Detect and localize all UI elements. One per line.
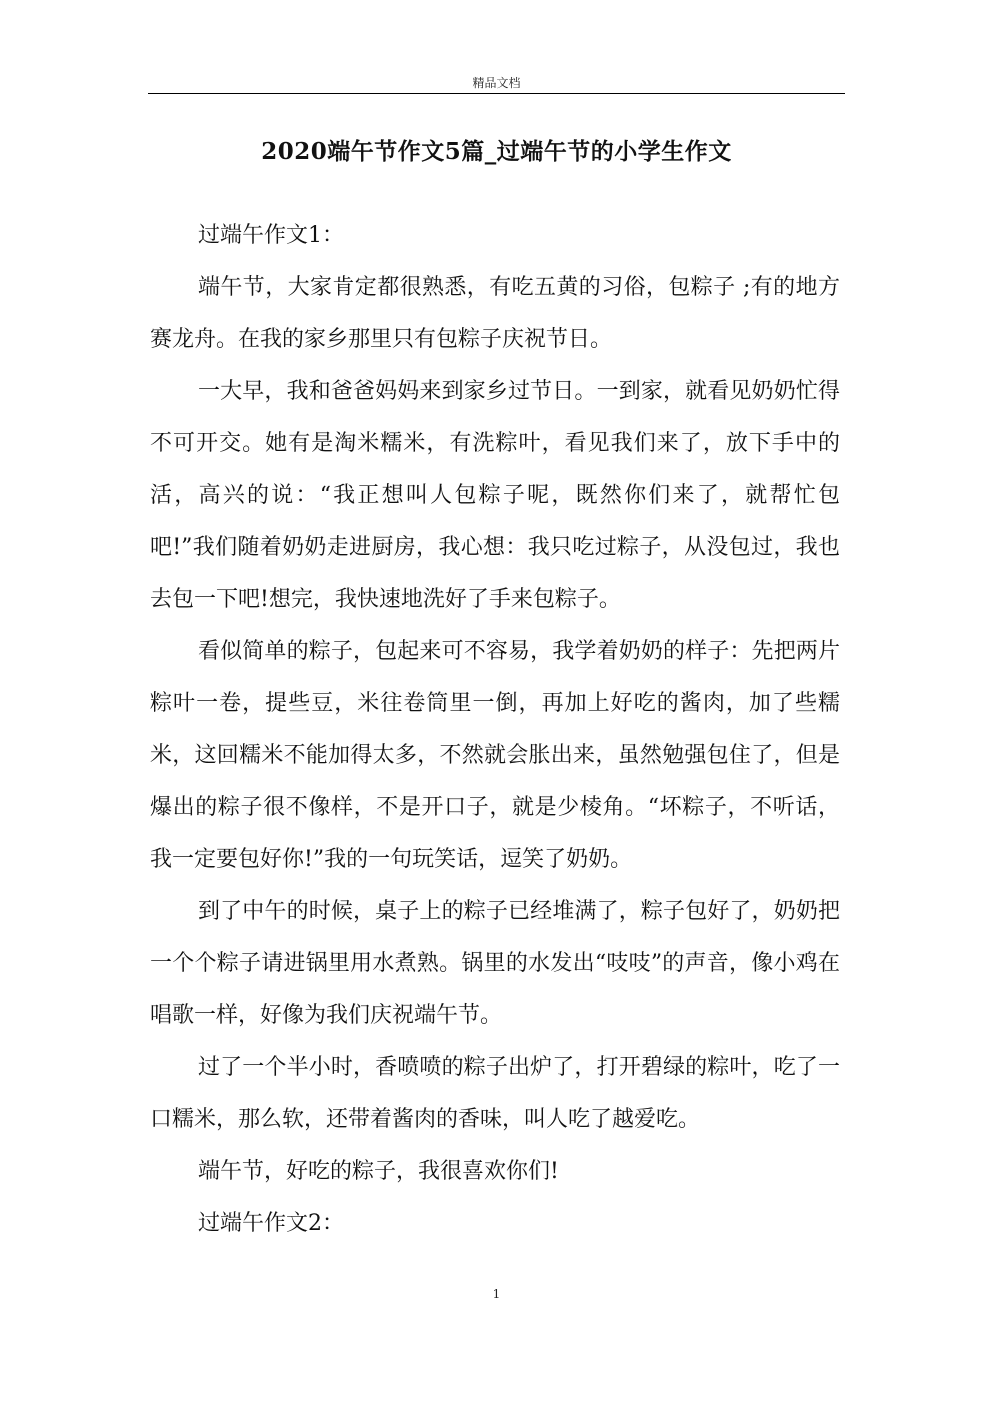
paragraph-morning: 一大早，我和爸爸妈妈来到家乡过节日。一到家，就看见奶奶忙得不可开交。她有是淘米糯米，有洗粽叶，看见我们来了，放下手中的活，高兴的说：“我正想叫人包粽子呢，既然你们来了，就帮忙包吧!”我们随着奶奶走进厨房，我心想：我只吃过粽子，从没包过，我也去包一下吧!想完，我快速地洗好了手来包粽子。 — [150, 379, 840, 612]
paragraph-essay1-heading: 过端午作文1： — [198, 223, 344, 248]
paragraph-closing: 端午节，好吃的粽子，我很喜欢你们! — [198, 1159, 559, 1184]
paragraph-noon: 到了中午的时候，桌子上的粽子已经堆满了，粽子包好了，奶奶把一个个粽子请进锅里用水煮熟。锅里的水发出“吱吱”的声音，像小鸡在唱歌一样，好像为我们庆祝端午节。 — [150, 899, 840, 1028]
header-divider — [148, 93, 845, 94]
paragraph-essay2-heading: 过端午作文2： — [198, 1211, 344, 1236]
paragraph-intro: 端午节，大家肯定都很熟悉，有吃五黄的习俗，包粽子 ;有的地方赛龙舟。在我的家乡那里只有包粽子庆祝节日。 — [150, 275, 840, 352]
page-number: 1 — [492, 1287, 501, 1301]
document-title: 2020端午节作文5篇_过端午节的小学生作文 — [261, 138, 732, 165]
header-label: 精品文档 — [472, 76, 521, 90]
paragraph-wrapping: 看似简单的粽子，包起来可不容易，我学着奶奶的样子：先把两片粽叶一卷，提些豆，米往卷筒里一倒，再加上好吃的酱肉，加了些糯米，这回糯米不能加得太多，不然就会胀出来，虽然勉强包住了，但是爆出的粽子很不像样，不是开口子，就是少棱角。“坏粽子，不听话，我一定要包好你!”我的一句玩笑话，逗笑了奶奶。 — [150, 639, 840, 872]
paragraph-tasting: 过了一个半小时，香喷喷的粽子出炉了，打开碧绿的粽叶，吃了一口糯米，那么软，还带着酱肉的香味，叫人吃了越爱吃。 — [150, 1055, 840, 1132]
document-body — [150, 210, 840, 1250]
